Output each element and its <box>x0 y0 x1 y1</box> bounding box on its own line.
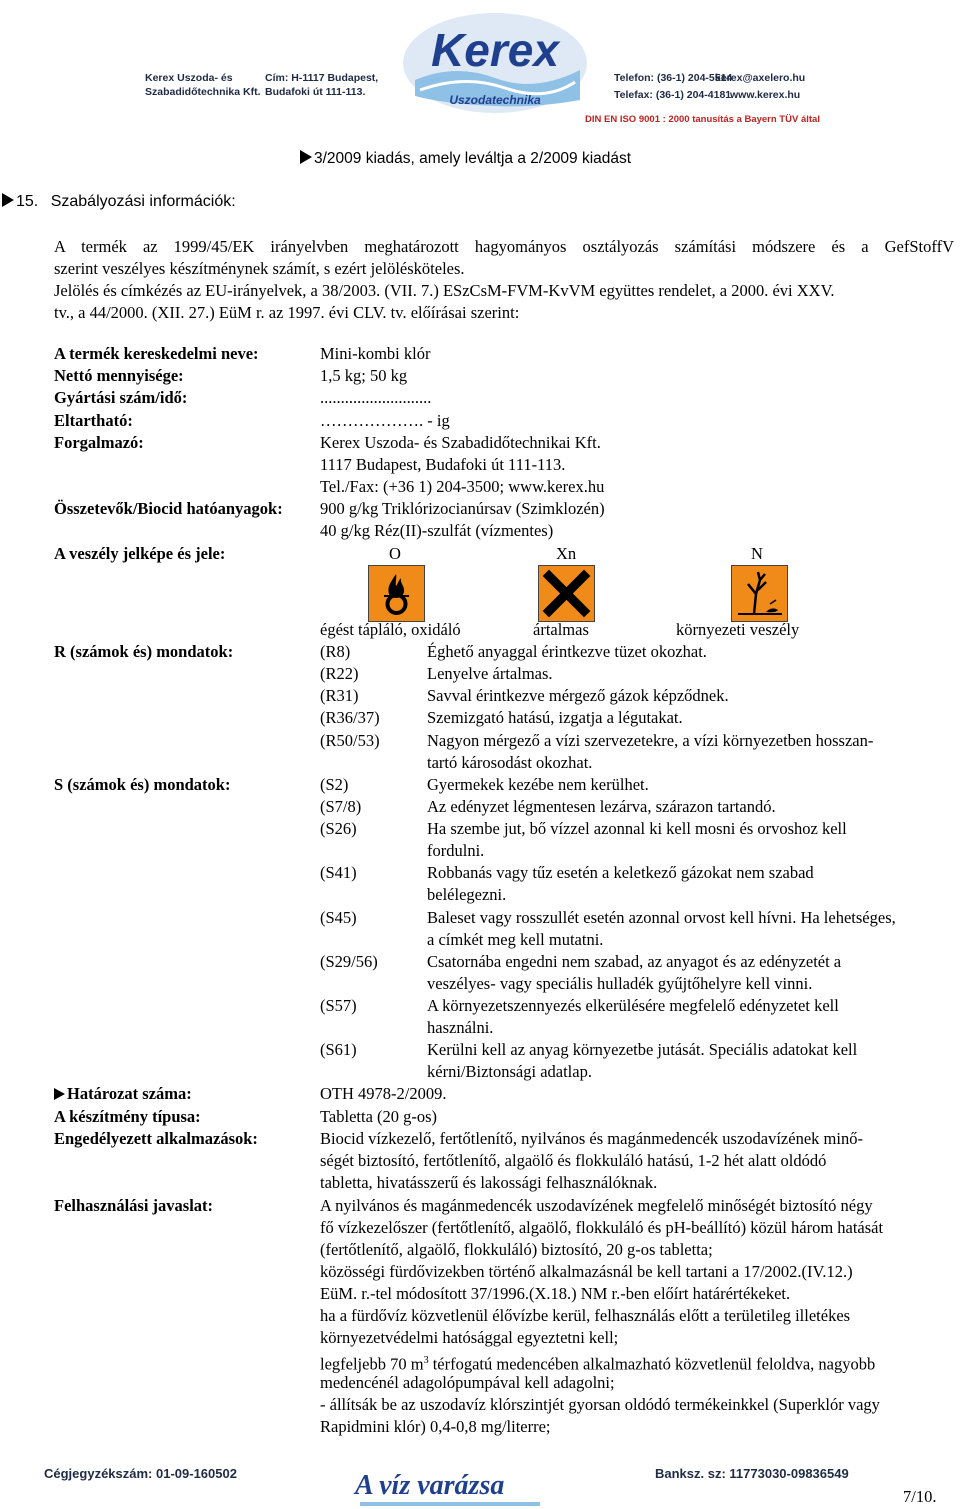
decision-label: Határozat száma: <box>54 1083 192 1105</box>
s-text: Az edényzet légmentesen lezárva, szárazon tartandó. <box>427 797 776 816</box>
footer-slogan: A víz varázsa <box>355 1470 505 1501</box>
distributor-address: 1117 Budapest, Budafoki út 111-113. <box>320 455 566 474</box>
page-number: 7/10. <box>903 1487 937 1506</box>
approved-uses-line: tabletta, hivatásszerű és lakossági felhasználóknak. <box>320 1173 658 1192</box>
usage-line: Rapidmini klór) 0,4-0,8 mg/literre; <box>320 1417 551 1436</box>
usage-line: közösségi fürdővizekben történő alkalmazásnál be kell tartani a 17/2002.(IV.12.) <box>320 1262 853 1281</box>
dead-tree-icon <box>731 565 788 622</box>
r-text: tartó károsodást okozhat. <box>427 753 593 772</box>
hazard-code-xn: Xn <box>556 544 577 563</box>
s-text: Ha szembe jut, bő vízzel azonnal ki kell mosni és orvoshoz kell <box>427 819 847 838</box>
iso-certificate: DIN EN ISO 9001 : 2000 tanusítás a Bayern TÜV által <box>585 114 820 125</box>
cross-x-icon <box>538 565 595 622</box>
ingredient-1: 900 g/kg Triklórizocianúrsav (Szimklozén) <box>320 499 605 518</box>
s-text: használni. <box>427 1018 494 1037</box>
distributor-label: Forgalmazó: <box>54 433 144 452</box>
hazard-caption-o: égést tápláló, oxidáló <box>320 620 461 639</box>
address-line2: Budafoki út 111-113. <box>265 86 366 98</box>
r-text: Savval érintkezve mérgező gázok képződnek. <box>427 686 729 705</box>
s-text: Kerülni kell az anyag környezetbe jutását. Speciális adatokat kell <box>427 1040 858 1059</box>
s-text: Robbanás vagy tűz esetén a keletkező gázokat nem szabad <box>427 863 814 882</box>
net-quantity-value: 1,5 kg; 50 kg <box>320 366 408 385</box>
r-text: Nagyon mérgező a vízi szervezetekre, a vízi környezetben hosszan- <box>427 731 874 750</box>
s-code: (S41) <box>320 863 357 882</box>
r-phrases-label: R (számok és) mondatok: <box>54 642 234 661</box>
r-text: Szemizgató hatású, izgatja a légutakat. <box>427 708 683 727</box>
marker-arrow-icon <box>2 193 14 207</box>
r-code: (R31) <box>320 686 359 705</box>
s-text: Baleset vagy rosszullét esetén azonnal orvost kell hívni. Ha lehetséges, <box>427 908 896 927</box>
trade-name-value: Mini-kombi klór <box>320 344 431 363</box>
intro-paragraph: A termék az 1999/45/EK irányelvben meghatározott hagyományos osztályozás számítási módszere és a GefStoffV szerint veszélyes készítménynek számít, s ezért jelölésköteles. Jelölés és címkézés az EU-irányelvek, a 38/2003. (VII. 7.) ESzCsM-FVM-KvVM együttes rendelet, a 2000. évi XXV. tv., a 44/2000. (XII. 27.) EüM r. az 1997. évi CLV. tv. előírásai szerint: <box>54 237 954 322</box>
s-text: Csatornába engedni nem szabad, az anyagot és az edényzetét a <box>427 952 842 971</box>
r-text: Lenyelve ártalmas. <box>427 664 553 683</box>
shelf-life-label: Eltartható: <box>54 411 133 430</box>
flame-over-circle-icon <box>368 565 425 622</box>
approved-uses-label: Engedélyezett alkalmazások: <box>54 1129 258 1148</box>
address-line1: Cím: H-1117 Budapest, <box>265 72 379 84</box>
company-registration: Cégjegyzékszám: 01-09-160502 <box>44 1466 237 1481</box>
product-type-value: Tabletta (20 g-os) <box>320 1107 438 1126</box>
distributor-contact: Tel./Fax: (+36 1) 204-3500; www.kerex.hu <box>320 477 605 496</box>
net-quantity-label: Nettó mennyisége: <box>54 366 184 385</box>
logo-subtext: Uszodatechnika <box>449 93 541 107</box>
company-logo <box>395 8 595 118</box>
hazard-symbol-label: A veszély jelképe és jele: <box>54 544 226 563</box>
usage-line: ha a fürdővíz közvetlenül élővízbe kerül, felhasználás előtt a területileg illetékes <box>320 1306 851 1325</box>
r-code: (R36/37) <box>320 708 380 727</box>
phone: Telefon: (36-1) 204-5514 <box>614 72 733 84</box>
batch-value: ........................... <box>320 388 432 407</box>
r-code: (R8) <box>320 642 351 661</box>
company-name-line2: Szabadidőtechnika Kft. <box>145 86 261 98</box>
usage-line: - állítsák be az uszodavíz klórszintjét gyorsan oldódó termékeinkkel (Superklór vagy <box>320 1395 880 1414</box>
product-type-label: A készítmény típusa: <box>54 1107 201 1126</box>
distributor-name: Kerex Uszoda- és Szabadidőtechnikai Kft. <box>320 433 601 452</box>
usage-label: Felhasználási javaslat: <box>54 1196 214 1215</box>
company-name-line1: Kerex Uszoda- és <box>145 72 233 84</box>
s-code: (S2) <box>320 775 349 794</box>
section-heading: 15. Szabályozási információk: <box>2 193 236 211</box>
decision-value: OTH 4978-2/2009. <box>320 1084 447 1103</box>
trade-name-label: A termék kereskedelmi neve: <box>54 344 259 363</box>
s-text: belélegezni. <box>427 885 507 904</box>
hazard-code-n: N <box>751 544 763 563</box>
r-text: Éghető anyaggal érintkezve tüzet okozhat. <box>427 642 707 661</box>
hazard-caption-xn: ártalmas <box>533 620 589 639</box>
shelf-life-value: ………………. - ig <box>320 411 450 430</box>
email: kerex@axelero.hu <box>715 72 806 84</box>
bank-account: Banksz. sz: 11773030-09836549 <box>655 1466 849 1481</box>
s-text: A környezetszennyezés elkerülésére megfelelő edényzetet kell <box>427 996 839 1015</box>
usage-line: fő vízkezelőszer (fertőtlenítő, algaölő, flokkuláló és pH-beállító) közül három hatását <box>320 1218 884 1237</box>
s-code: (S26) <box>320 819 357 838</box>
fax: Telefax: (36-1) 204-4181 <box>614 89 732 101</box>
usage-line: környezetvédelmi hatósággal egyeztetni kell; <box>320 1328 619 1347</box>
batch-label: Gyártási szám/idő: <box>54 388 188 407</box>
s-code: (S29/56) <box>320 952 378 971</box>
usage-line: medencénél adagolópumpával kell adagolni; <box>320 1373 615 1392</box>
logo-text: Kerex <box>431 24 559 76</box>
r-code: (R22) <box>320 664 359 683</box>
s-phrases-label: S (számok és) mondatok: <box>54 775 231 794</box>
approved-uses-line: ségét biztosító, fertőtlenítő, algaölő és flokkuláló hatású, 1-2 hét alatt oldódó <box>320 1151 827 1170</box>
r-code: (R50/53) <box>320 731 380 750</box>
s-text: kérni/Biztonsági adatlap. <box>427 1062 592 1081</box>
marker-arrow-icon <box>300 150 312 164</box>
ingredients-label: Összetevők/Biocid hatóanyagok: <box>54 499 283 518</box>
ingredient-2: 40 g/kg Réz(II)-szulfát (vízmentes) <box>320 521 554 540</box>
usage-line: (fertőtlenítő, algaölő, flokkuláló) biztosító, 20 g-os tabletta; <box>320 1240 713 1259</box>
edition-note: 3/2009 kiadás, amely leváltja a 2/2009 kiadást <box>300 150 631 168</box>
approved-uses-line: Biocid vízkezelő, fertőtlenítő, nyilvános és magánmedencék uszodavízének minő- <box>320 1129 863 1148</box>
s-code: (S45) <box>320 908 357 927</box>
website: www.kerex.hu <box>730 89 801 101</box>
s-text: a címkét meg kell mutatni. <box>427 930 604 949</box>
marker-arrow-icon <box>54 1088 65 1100</box>
slogan-wave <box>360 1502 540 1506</box>
hazard-code-o: O <box>389 544 401 563</box>
s-text: Gyermekek kezébe nem kerülhet. <box>427 775 649 794</box>
usage-line-volume: legfeljebb 70 $m^3$ térfogatú medencében alkalmazható közvetlenül feloldva, nagyobb <box>320 1354 876 1374</box>
s-code: (S61) <box>320 1040 357 1059</box>
usage-line: A nyilvános és magánmedencék uszodavízének megfelelő minőségét biztosító négy <box>320 1196 873 1215</box>
usage-line: EüM. r.-tel módosított 37/1996.(X.18.) NM r.-ben előírt határértékeket. <box>320 1284 791 1303</box>
s-text: veszélyes- vagy speciális hulladék gyűjtőhelyre kell vinni. <box>427 974 813 993</box>
s-code: (S57) <box>320 996 357 1015</box>
s-text: fordulni. <box>427 841 485 860</box>
s-code: (S7/8) <box>320 797 362 816</box>
hazard-caption-n: környezeti veszély <box>676 620 800 639</box>
